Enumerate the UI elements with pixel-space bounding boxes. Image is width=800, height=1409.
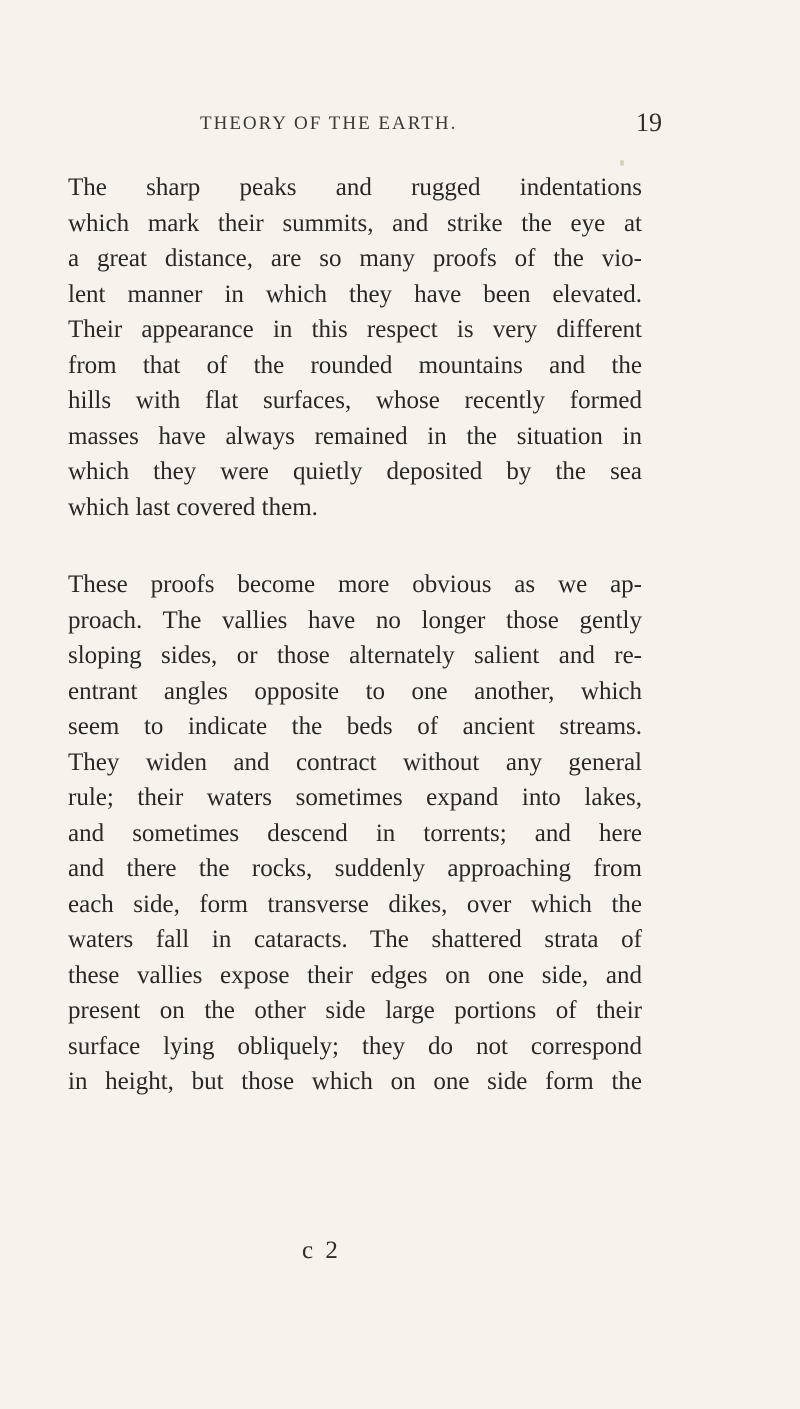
- text-line: these vallies expose their edges on one side, and: [68, 961, 642, 989]
- text-line: Their appearance in this respect is very different: [68, 316, 642, 343]
- text-line: each side, form transverse dikes, over which the: [68, 890, 642, 918]
- text-line: which mark their summits, and strike the eye at: [68, 209, 642, 237]
- paragraph-gap: [68, 525, 642, 567]
- text-line: proach. The vallies have no longer those gently: [68, 606, 642, 634]
- paper-speck: [620, 160, 624, 166]
- text-line: which they were quietly deposited by the sea: [68, 458, 642, 485]
- text-line: and sometimes descend in torrents; and here: [68, 819, 642, 847]
- text-line: sloping sides, or those alternately salient and re-: [68, 642, 642, 669]
- text-line: entrant angles opposite to one another, which: [68, 677, 642, 705]
- text-line: These proofs become more obvious as we ap-: [68, 571, 642, 598]
- text-line: masses have always remained in the situation in: [68, 422, 642, 450]
- text-line: rule; their waters sometimes expand into lakes,: [68, 784, 642, 811]
- paragraph-2: [68, 567, 642, 1100]
- text-line: surface lying obliquely; they do not correspond: [68, 1032, 642, 1060]
- text-line: and there the rocks, suddenly approaching from: [68, 855, 642, 882]
- text-line: They widen and contract without any general: [68, 748, 642, 776]
- text-line: waters fall in cataracts. The shattered strata of: [68, 926, 642, 953]
- text-line: from that of the rounded mountains and the: [68, 351, 642, 379]
- signature-mark: c 2: [302, 1237, 341, 1264]
- text-line: seem to indicate the beds of ancient streams.: [68, 713, 642, 740]
- text-line: present on the other side large portions of their: [68, 997, 642, 1024]
- text-line: The sharp peaks and rugged indentations: [68, 174, 642, 201]
- running-head: THEORY OF THE EARTH.: [200, 113, 458, 134]
- body-text: [68, 170, 642, 1100]
- text-line: a great distance, are so many proofs of the vio-: [68, 245, 642, 272]
- text-line: lent manner in which they have been elevated.: [68, 280, 642, 308]
- text-line: in height, but those which on one side form the: [68, 1068, 642, 1095]
- text-line: which last covered them.: [68, 493, 318, 521]
- page-number: 19: [636, 108, 662, 137]
- paragraph-1: [68, 170, 642, 525]
- text-line: hills with flat surfaces, whose recently formed: [68, 387, 642, 414]
